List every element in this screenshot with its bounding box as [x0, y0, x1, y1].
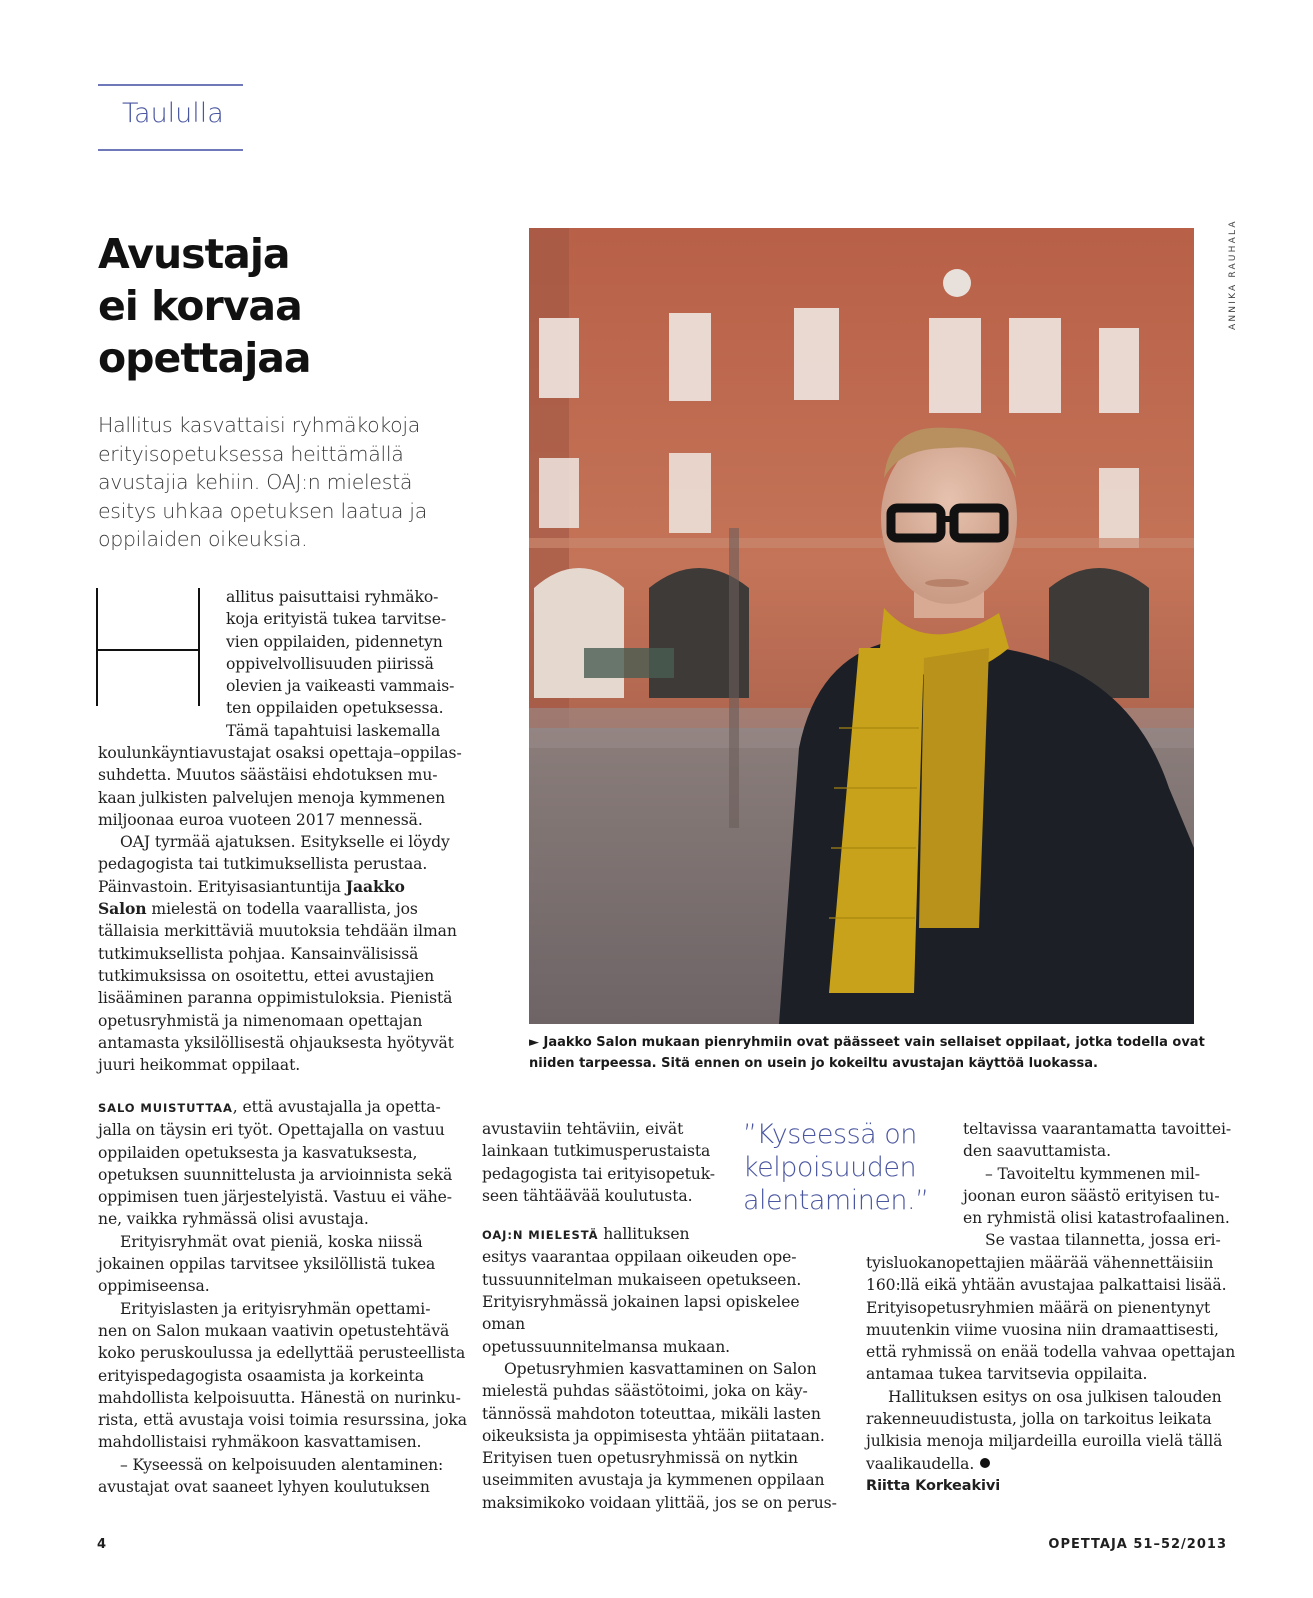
body-column-1-cap: [226, 586, 456, 742]
text-run: mielestä on todella vaarallista, jos: [146, 900, 418, 919]
photo-illustration: [529, 228, 1194, 1024]
author-byline: Riitta Korkeakivi: [866, 1477, 1001, 1494]
text-run: vaalikaudella.: [866, 1454, 975, 1473]
text-line: koko peruskoulussa ja edellyttää perusteellista: [98, 1344, 466, 1363]
text-line: opetusryhmistä ja nimenomaan opettajan: [98, 1011, 423, 1030]
text-line: miljoonaa euroa vuoteen 2017 mennessä.: [98, 810, 423, 829]
text-line: avustaviin tehtäviin, eivät: [482, 1120, 684, 1138]
text-line: en ryhmistä olisi katastrofaalinen.: [963, 1209, 1230, 1228]
text-line: että ryhmissä on enää todella vahvaa opettajan: [866, 1343, 1236, 1362]
text-line: ten oppilaiden opetuksessa.: [226, 699, 444, 718]
text-line: julkisia menoja miljardeilla euroilla vielä tällä: [866, 1432, 1223, 1451]
text-line: esitys vaarantaa oppilaan oikeuden ope-: [482, 1248, 797, 1267]
text-line: rakenneuudistusta, jolla on tarkoitus leikata: [866, 1410, 1212, 1429]
section-label: Taululla: [122, 98, 224, 129]
text-run: , että avustajalla ja opetta-: [232, 1098, 441, 1116]
text-line: – Kyseessä on kelpoisuuden alentaminen:: [120, 1455, 444, 1474]
text-run: Päinvastoin. Erityisasiantuntija: [98, 877, 346, 896]
text-line: seen tähtäävää koulutusta.: [482, 1186, 693, 1205]
text-line: oppimisen tuen järjestelyistä. Vastuu ei vähe-: [98, 1188, 452, 1207]
text-run: hallituksen: [598, 1225, 690, 1244]
body-column-3: [866, 1252, 1236, 1497]
text-line: tällaisia merkittäviä muutoksia tehdään ilman: [98, 922, 457, 941]
text-line: nen on Salon mukaan vaativin opetustehtävä: [98, 1321, 450, 1340]
text-line: tutkimuksissa on osoitettu, ettei avustajien: [98, 966, 435, 985]
section-rule-bottom: [98, 149, 243, 151]
text-line: opetuksen suunnittelusta ja arvioinnista sekä: [98, 1165, 453, 1184]
section-lead: OAJ:N MIELESTÄ: [482, 1228, 599, 1243]
text-line: oppilaiden opetuksesta ja kasvatuksesta,: [98, 1143, 418, 1162]
text-line: den saavuttamista.: [963, 1142, 1111, 1161]
text-line: mahdollistaisi ryhmäkoon kasvattamisen.: [98, 1433, 422, 1452]
text-line: vien oppilaiden, pidennetyn: [226, 632, 443, 651]
magazine-issue: OPETTAJA 51–52/2013: [1048, 1537, 1227, 1552]
text-line: lainkaan tutkimusperustaista: [482, 1142, 711, 1161]
text-line: koulunkäyntiavustajat osaksi opettaja–oppilas-: [98, 744, 462, 762]
text-line: antamasta yksilöllisestä ohjauksesta hyötyvät: [98, 1033, 454, 1052]
lede: [98, 411, 438, 554]
text-line: Tämä tapahtuisi laskemalla: [226, 721, 441, 740]
photo-credit: ANNIKA RAUHALA: [1228, 219, 1238, 330]
text-line: Erityisryhmässä jokainen lapsi opiskelee oman: [482, 1293, 800, 1334]
text-line: antamaa tukea tarvitsevia oppilaita.: [866, 1365, 1148, 1384]
drop-cap: [96, 588, 202, 706]
pull-quote-line: ”Kyseessä on: [743, 1119, 917, 1150]
text-line: tyisluokanopettajien määrää vähennettäisiin: [866, 1254, 1214, 1272]
text-line: tännössä mahdoton toteuttaa, mikäli lasten: [482, 1404, 821, 1423]
text-line: lisääminen paranna oppimistuloksia. Pienistä: [98, 989, 453, 1008]
text-line: [98, 876, 468, 898]
caption-marker-icon: ►: [529, 1035, 539, 1050]
lede-line: avustajia kehiin. OAJ:n mielestä: [98, 470, 413, 494]
text-line: [98, 1096, 468, 1119]
body-column-3-upper: [963, 1118, 1233, 1252]
text-line: jalla on täysin eri työt. Opettajalla on vastuu: [98, 1121, 445, 1140]
text-line: olevien ja vaikeasti vammais-: [226, 677, 455, 696]
pull-quote-line: kelpoisuuden: [743, 1152, 917, 1183]
text-line: oikeuksista ja oppimisesta yhtään piitataan.: [482, 1426, 825, 1445]
text-line: OAJ tyrmää ajatuksen. Esitykselle ei löydy: [120, 833, 450, 852]
text-line: tussuunnitelman mukaiseen opetukseen.: [482, 1270, 802, 1289]
photo-caption: [529, 1032, 1209, 1074]
text-line: muutenkin viime vuosina niin dramaattisesti,: [866, 1320, 1219, 1339]
text-line: opetussuunnitelmansa mukaan.: [482, 1337, 731, 1356]
pull-quote-line: alentaminen.”: [743, 1185, 929, 1216]
headline-line: opettajaa: [98, 334, 311, 382]
headline-line: ei korvaa: [98, 282, 302, 330]
portrait-photo: [529, 228, 1194, 1024]
caption-line: [529, 1032, 1209, 1053]
text-line: kaan julkisten palvelujen menoja kymmenen: [98, 788, 446, 807]
lede-line: oppilaiden oikeuksia.: [98, 527, 308, 551]
headline-line: Avustaja: [98, 230, 290, 278]
drop-cap-glyph: [96, 588, 202, 706]
text-line: suhdetta. Muutos säästäisi ehdotuksen mu-: [98, 766, 438, 785]
lede-line: Hallitus kasvattaisi ryhmäkokoja: [98, 413, 421, 437]
headline: [98, 228, 311, 384]
text-line: allitus paisuttaisi ryhmäko-: [226, 588, 439, 606]
lede-line: erityisopetuksessa heittämällä: [98, 441, 404, 466]
text-line: tutkimuksellista pohjaa. Kansainvälisissä: [98, 944, 419, 963]
pull-quote: [743, 1118, 929, 1217]
text-line: avustajat ovat saaneet lyhyen koulutuksen: [98, 1478, 430, 1497]
text-line: jokainen oppilas tarvitsee yksilöllistä tukea: [98, 1255, 436, 1274]
text-line: Hallituksen esitys on osa julkisen talouden: [888, 1387, 1222, 1406]
text-line: Se vastaa tilannetta, jossa eri-: [985, 1231, 1221, 1250]
text-line: teltavissa vaarantamatta tavoittei-: [963, 1120, 1231, 1138]
text-line: oppivelvollisuuden piirissä: [226, 654, 434, 673]
text-line: useimmiten avustaja ja kymmenen oppilaan: [482, 1471, 825, 1490]
text-line: mielestä puhdas säästötoimi, joka on käy-: [482, 1382, 808, 1401]
end-mark-icon: [980, 1458, 990, 1468]
text-line: pedagogista tai tutkimuksellista perustaa.: [98, 855, 428, 874]
page-number: 4: [97, 1537, 107, 1552]
text-line: 160:llä eikä yhtään avustajaa palkattaisi lisää.: [866, 1276, 1227, 1295]
person-name: Jaakko: [345, 876, 405, 896]
text-line: [866, 1453, 1236, 1475]
text-line: [98, 898, 468, 920]
text-line: mahdollista kelpoisuutta. Hänestä on nurinku-: [98, 1388, 461, 1407]
text-line: – Tavoiteltu kymmenen mil-: [985, 1164, 1200, 1183]
text-line: Erityislasten ja erityisryhmän opettami-: [120, 1299, 431, 1318]
section-rule-top: [98, 84, 243, 86]
text-line: joonan euron säästö erityisen tu-: [963, 1186, 1220, 1205]
text-line: maksimikoko voidaan ylittää, jos se on perus-: [482, 1493, 837, 1512]
section-lead: SALO MUISTUTTAA: [98, 1101, 233, 1115]
text-line: pedagogista tai erityisopetuk-: [482, 1164, 715, 1183]
text-line: Erityisryhmät ovat pieniä, koska niissä: [120, 1232, 423, 1251]
text-line: oppimiseensa.: [98, 1277, 210, 1296]
text-line: koja erityistä tukea tarvitse-: [226, 610, 447, 629]
person-name: Salon: [98, 899, 147, 919]
lede-line: esitys uhkaa opetuksen laatua ja: [98, 498, 427, 523]
text-line: Opetusryhmien kasvattaminen on Salon: [504, 1359, 817, 1378]
body-column-1-lower: [98, 1096, 468, 1498]
text-line: Erityisen tuen opetusryhmissä on nytkin: [482, 1449, 798, 1468]
text-line: Erityisopetusryhmien määrä on pienentynyt: [866, 1298, 1211, 1317]
text-line: rista, että avustaja voisi toimia resurssina, joka: [98, 1411, 467, 1430]
text-line: juuri heikommat oppilaat.: [98, 1056, 301, 1075]
text-line: [482, 1223, 842, 1246]
body-column-1: [98, 742, 468, 1076]
text-line: ne, vaikka ryhmässä olisi avustaja.: [98, 1210, 369, 1229]
text-run: Jaakko Salon mukaan pienryhmiin ovat päässeet vain sellaiset oppilaat, jotka todella ovat: [539, 1035, 1205, 1050]
caption-line: niiden tarpeessa. Sitä ennen on usein jo kokeiltu avustajan käyttöä luokassa.: [529, 1056, 1098, 1071]
text-line: erityispedagogista osaamista ja korkeinta: [98, 1366, 424, 1385]
